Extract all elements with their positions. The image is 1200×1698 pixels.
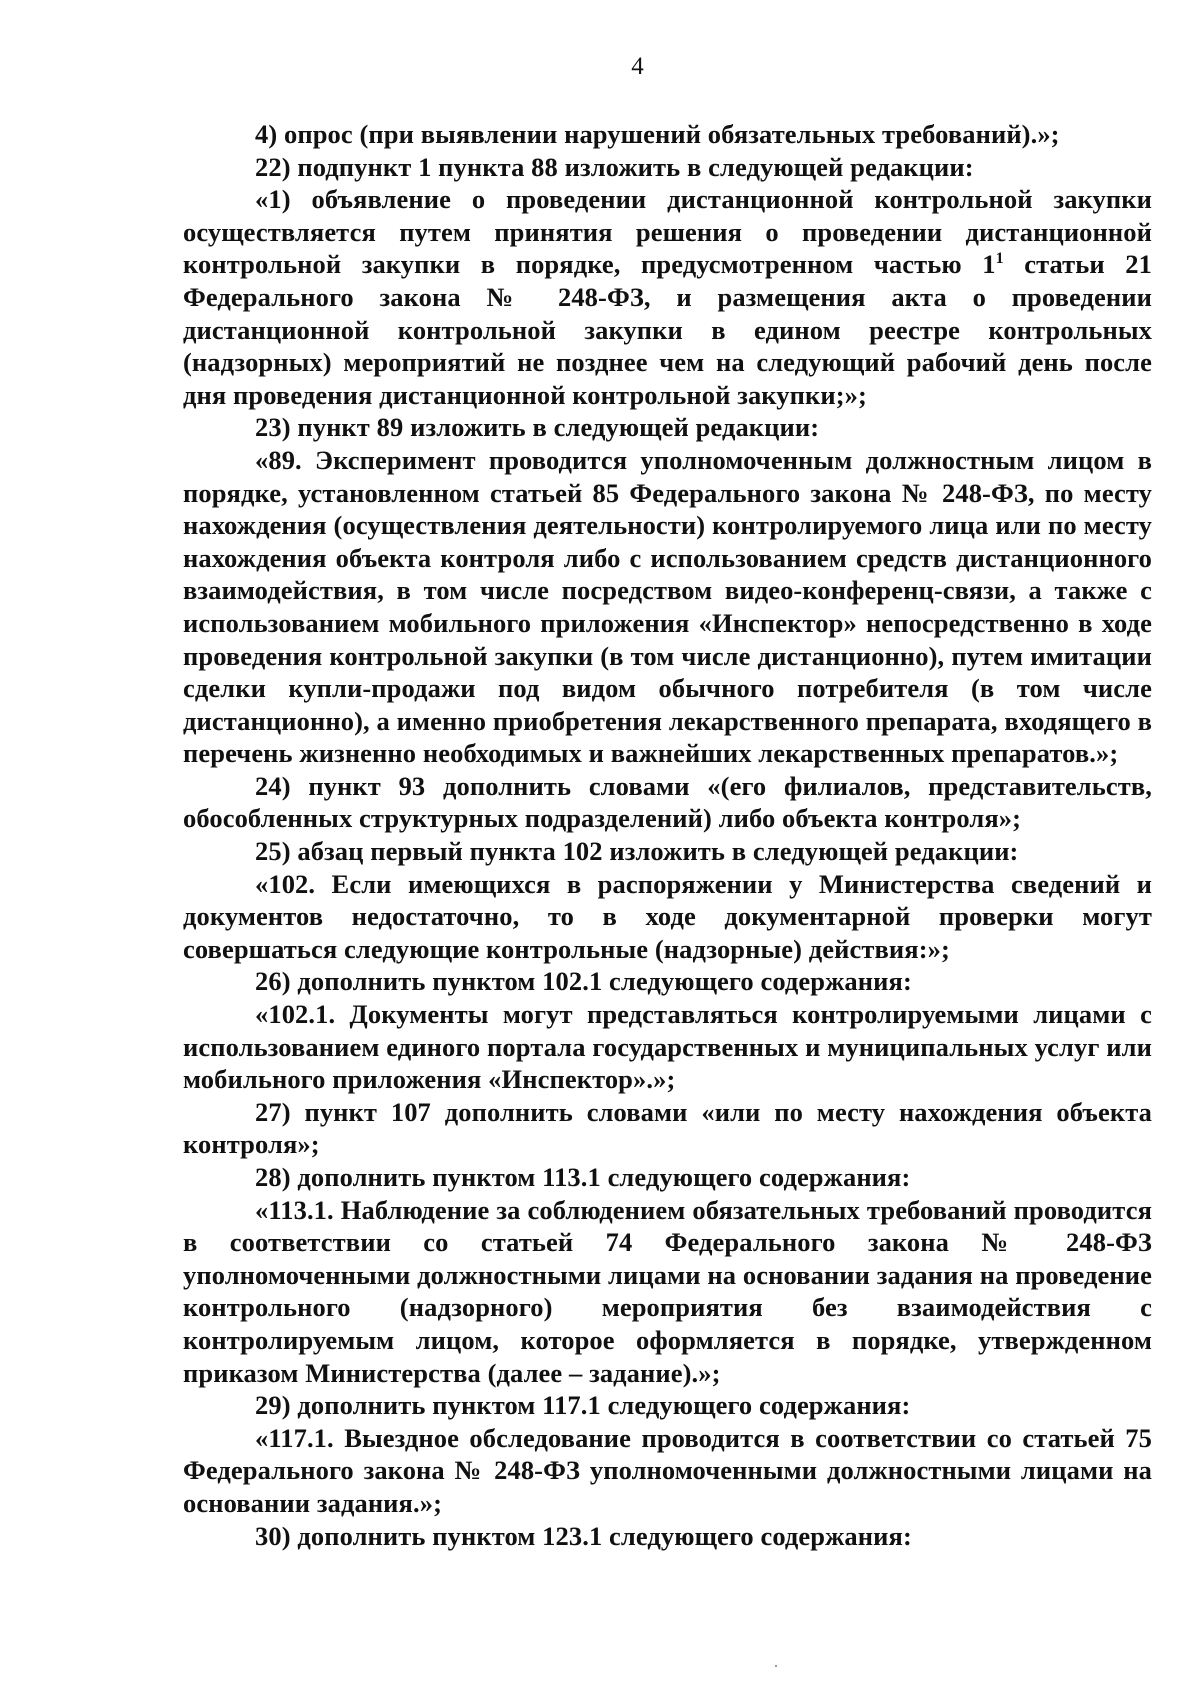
paragraph-9: 26) дополнить пунктом 102.1 следующего содержания: <box>255 966 912 997</box>
paragraph-6: 24) пункт 93 дополнить словами «(его филиалов, представительств, обособленных структурных подразделений) либо объекта контроля»; <box>183 770 1152 834</box>
paragraph-2: 22) подпункт 1 пункта 88 изложить в следующей редакции: <box>255 151 974 182</box>
paragraph-8: «102. Если имеющихся в распоряжении у Министерства сведений и документов недостаточно, то в ходе документарной проверки могут совершаться следующие контрольные (надзорные) действия:»; <box>183 868 1152 964</box>
paragraph-10: «102.1. Документы могут представляться контролируемыми лицами с использованием единого портала государственных и муниципальных услуг или мобильного приложения «Инспектор».»; <box>183 999 1152 1095</box>
paragraph-7: 25) абзац первый пункта 102 изложить в следующей редакции: <box>255 836 1019 867</box>
paragraph-1: 4) опрос (при выявлении нарушений обязательных требований).»; <box>255 119 1060 149</box>
page-number: 4 <box>631 53 644 80</box>
scan-speck <box>775 1665 777 1667</box>
superscript-mark: 1 <box>995 250 1004 268</box>
paragraph-14: 29) дополнить пунктом 117.1 следующего содержания: <box>255 1390 911 1421</box>
paragraph-15: «117.1. Выездное обследование проводится в соответствии со статьей 75 Федерального закона № 248-ФЗ уполномоченными должностными лицами на основании задания.»; <box>183 1422 1152 1518</box>
paragraph-12: 28) дополнить пунктом 113.1 следующего содержания: <box>255 1162 911 1192</box>
paragraph-3-text-a: «1) объявление о проведении дистанционной контрольной закупки осуществляется путем принятия решения о проведении дистанционной контрольной закупки в порядке, предусмотренном частью 1 <box>183 184 1152 280</box>
paragraph-13: «113.1. Наблюдение за соблюдением обязательных требований проводится в соответствии со статьей 74 Федерального закона № 248-ФЗ уполномоченными должностными лицами на основании задания на проведение контрольного (надзорного) мероприятия без взаимодействия с контролируемым лицом, которое оформляется в порядке, утвержденном приказом Министерства (далее – задание).»; <box>183 1194 1152 1388</box>
paragraph-3 <box>183 183 1152 411</box>
paragraph-5: «89. Эксперимент проводится уполномоченным должностным лицом в порядке, установленном статьей 85 Федерального закона № 248-ФЗ, по месту нахождения (осуществления деятельности) контролируемого лица или по месту нахождения объекта контроля либо с использованием средств дистанционного взаимодействия, в том числе посредством видео-конференц-связи, а также с использованием мобильного приложения «Инспектор» непосредственно в ходе проведения контрольной закупки (в том числе дистанционно), путем имитации сделки купли-продажи под видом обычного потребителя (в том числе дистанционно), а именно приобретения лекарственного препарата, входящего в перечень жизненно необходимых и важнейших лекарственных препаратов.»; <box>183 444 1152 769</box>
paragraph-11: 27) пункт 107 дополнить словами «или по месту нахождения объекта контроля»; <box>183 1096 1152 1160</box>
paragraph-16: 30) дополнить пунктом 123.1 следующего содержания: <box>255 1520 912 1551</box>
paragraph-3-text-b: статьи 21 Федерального закона № 248-ФЗ, и размещения акта о проведении дистанционной контрольной закупки в едином реестре контрольных (надзорных) мероприятий не позднее чем на следующий рабочий день после дня проведения дистанционной контрольной закупки;»; <box>183 249 1152 410</box>
paragraph-4: 23) пункт 89 изложить в следующей редакции: <box>255 412 820 443</box>
